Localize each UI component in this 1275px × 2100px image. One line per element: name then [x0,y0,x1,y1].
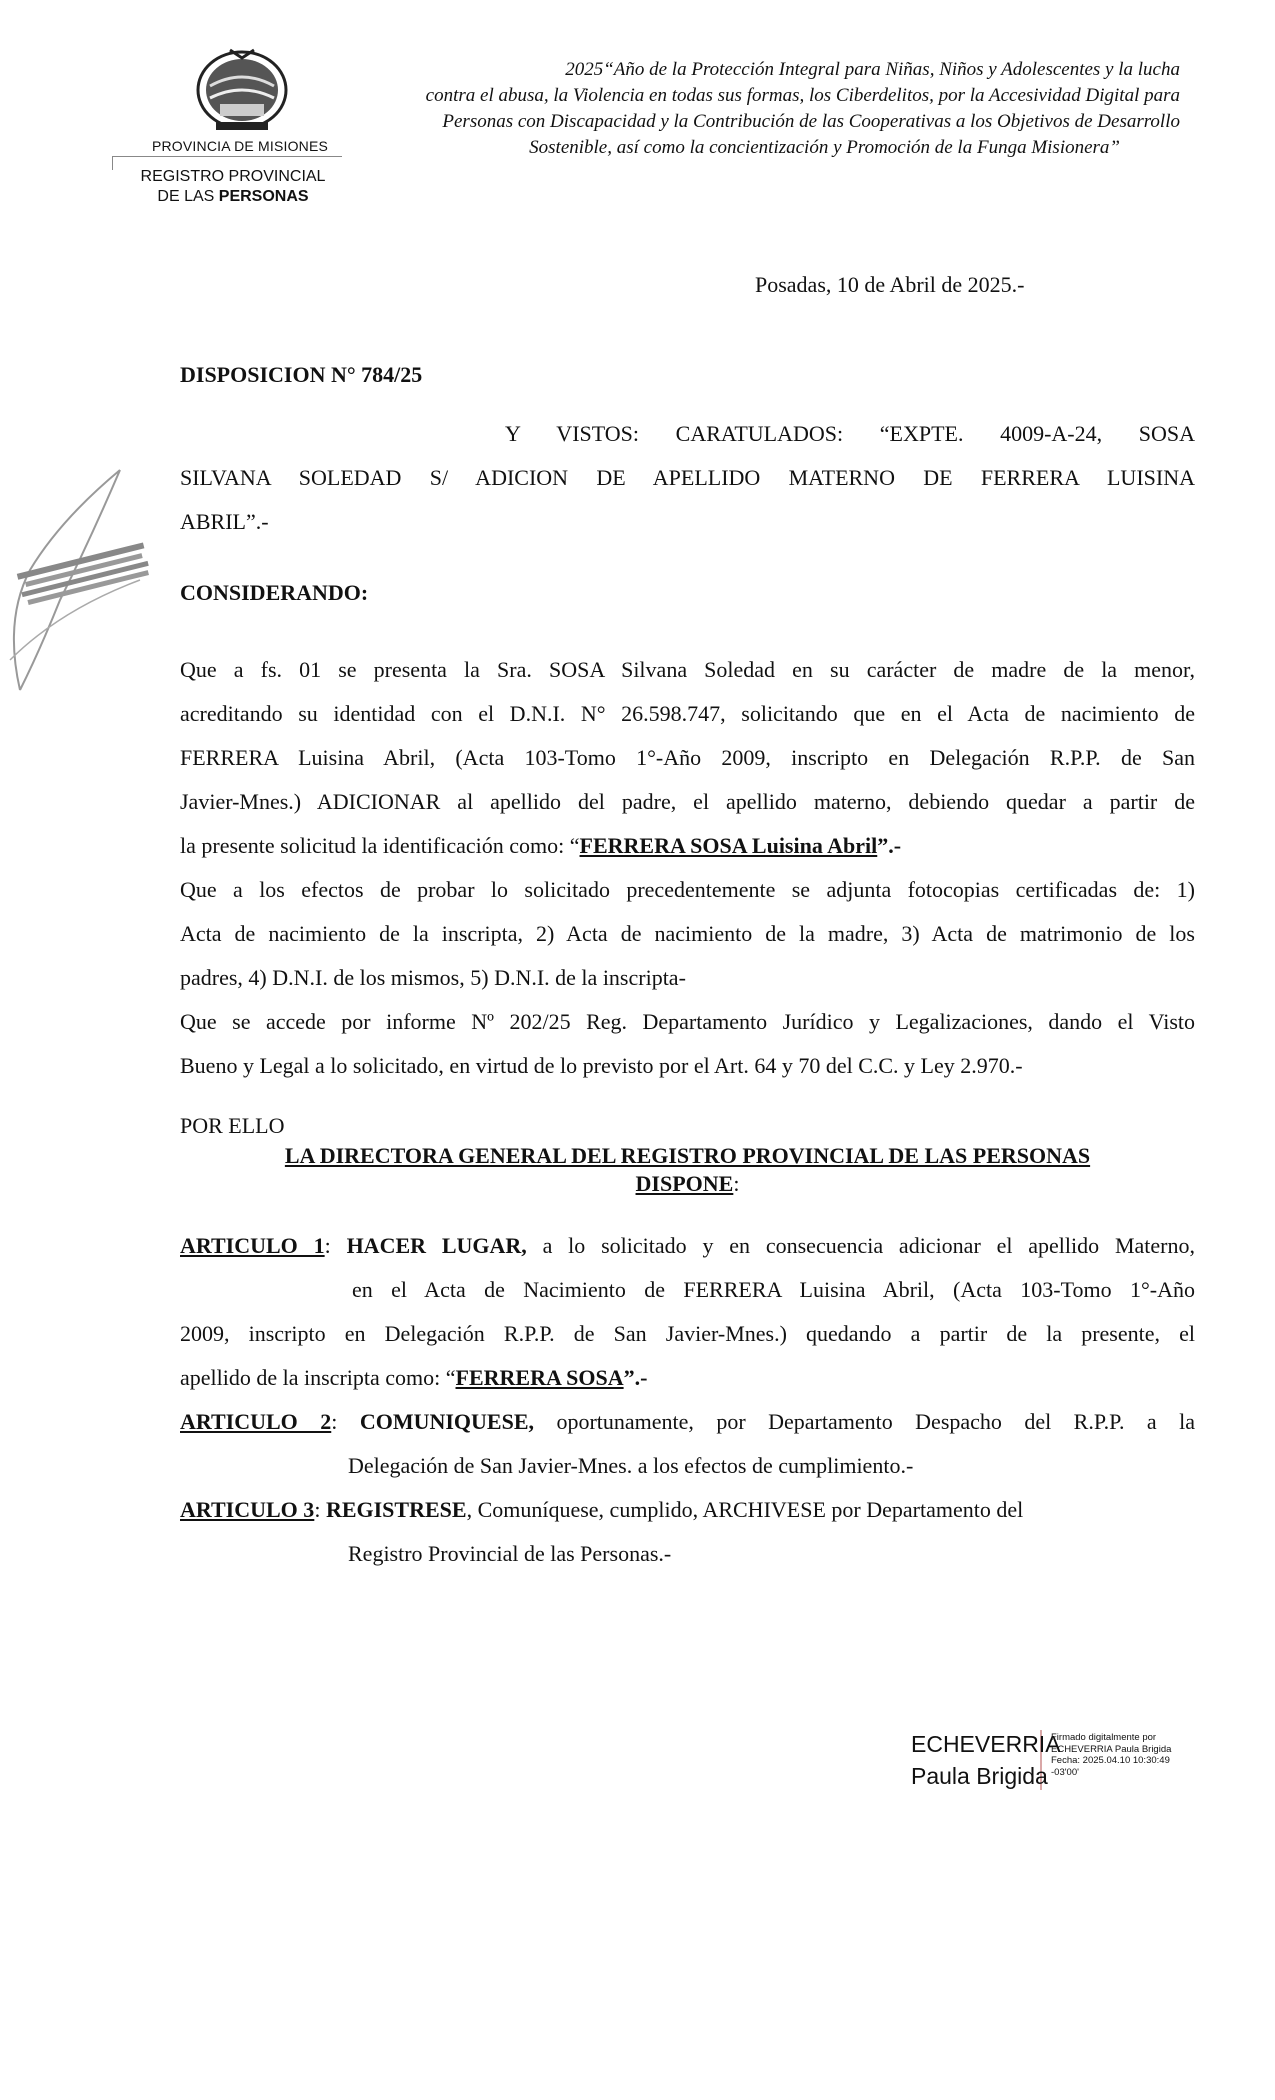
article-1-line: 2009, inscripto en Delegación R.P.P. de San Javier-Mnes.) quedando a partir de la presente, el [180,1321,1195,1346]
dispone-colon: : [733,1171,740,1196]
signature-detail-line: ECHEVERRIA Paula Brigida [1051,1743,1172,1755]
motto-line: Sostenible, así como la concientización y Promoción de la Funga Misionera” [529,137,1120,158]
text-segment: , Comuníquese, cumplido, ARCHIVESE por Departamento del [466,1497,1024,1522]
considerando-heading: CONSIDERANDO: [180,580,369,605]
province-coat-of-arms-logo [180,46,304,132]
new-surname: FERRERA SOSA [455,1365,624,1390]
article-2-label: ARTICULO 2 [180,1409,332,1434]
text-segment: ”.- [877,833,902,858]
registry-name-line2 [118,188,348,206]
article-2-line: Delegación de San Javier-Mnes. a los efectos de cumplimiento.- [348,1453,914,1478]
article-1-line [180,1356,1195,1400]
disposition-title: DISPOSICION N° 784/25 [180,362,423,387]
province-name: PROVINCIA DE MISIONES [151,138,329,154]
considerando-paragraph-1 [180,648,1195,1088]
motto-line: Personas con Discapacidad y la Contribución de las Cooperativas a los Objetivos de Desarrollo [442,111,1180,132]
text-line: Bueno y Legal a lo solicitado, en virtud de lo previsto por el Art. 64 y 70 del C.C. y Ley 2.970.- [180,1053,1023,1078]
article-3-line: ARTICULO 3: REGISTRESE, Comuníquese, cumplido, ARCHIVESE por Departamento del [180,1497,1024,1522]
por-ello: POR ELLO [180,1113,285,1138]
text-line: Que a los efectos de probar lo solicitado precedentemente se adjunta fotocopias certificadas de: 1) [180,877,1195,902]
text-segment: apellido de la inscripta como: “ [180,1365,456,1390]
article-3-line: Registro Provincial de las Personas.- [348,1541,672,1566]
article-2-line: ARTICULO 2: COMUNIQUESE, oportunamente, por Departamento Despacho del R.P.P. a la [180,1409,1195,1434]
text-segment: ”.- [623,1365,648,1390]
article-1-line: en el Acta de Nacimiento de FERRERA Luisina Abril, (Acta 103-Tomo 1°-Año [352,1277,1195,1302]
director-general-heading: LA DIRECTORA GENERAL DEL REGISTRO PROVINCIAL DE LAS PERSONAS [284,1143,1091,1168]
signature-detail-line: -03'00' [1051,1766,1079,1778]
signature-detail-line: Fecha: 2025.04.10 10:30:49 [1051,1755,1170,1766]
signature-detail-line: Firmado digitalmente por [1051,1732,1157,1743]
dispone-word: DISPONE [635,1171,734,1196]
digital-signature-details [1051,1732,1171,1778]
place-date: Posadas, 10 de Abril de 2025.- [755,272,1025,297]
article-1-label: ARTICULO 1 [180,1233,325,1258]
article-3-label: ARTICULO 3 [180,1497,315,1522]
text-segment: oportunamente, por Departamento Despacho del R.P.P. a la [534,1409,1195,1434]
vistos-line: Y VISTOS: CARATULADOS: “EXPTE. 4009-A-24, SOSA [505,421,1195,446]
text-line: acreditando su identidad con el D.N.I. N° 26.598.747, solicitando que en el Acta de nacimiento de [180,701,1195,726]
vistos-line: ABRIL”.- [180,509,269,534]
header-divider [112,156,342,157]
motto-line: contra el abusa, la Violencia en todas sus formas, los Ciberdelitos, por la Accesividad Digital para [425,85,1180,106]
dispone-heading [180,1171,1195,1197]
article-1-lead: HACER LUGAR, [346,1233,527,1258]
article-3-lead: REGISTRESE [325,1497,467,1522]
vistos-paragraph [180,412,1195,544]
vistos-line: SILVANA SOLEDAD S/ ADICION DE APELLIDO MATERNO DE FERRERA LUISINA [180,465,1195,490]
text-segment: a lo solicitado y en consecuencia adicionar el apellido Materno, [526,1233,1195,1258]
registry-personas: PERSONAS [218,188,309,205]
text-line: padres, 4) D.N.I. de los mismos, 5) D.N.I. de la inscripta- [180,965,686,990]
legal-advisor-stamp-signature [0,460,150,700]
article-2-lead: COMUNIQUESE, [359,1409,534,1434]
new-full-name: FERRERA SOSA Luisina Abril [579,833,878,858]
text-segment: la presente solicitud la identificación como: “ [180,833,580,858]
registry-de-las: DE LAS [157,188,219,205]
text-line [180,824,1195,868]
text-line: Que se accede por informe Nº 202/25 Reg. Departamento Jurídico y Legalizaciones, dando el Visto [180,1009,1195,1034]
text-line: FERRERA Luisina Abril, (Acta 103-Tomo 1°-Año 2009, inscripto en Delegación R.P.P. de San [180,745,1195,770]
header-divider-tick [112,156,113,170]
text-line: Que a fs. 01 se presenta la Sra. SOSA Silvana Soledad en su carácter de madre de la menor, [180,657,1195,682]
year-motto [340,57,1180,161]
motto-line: 2025“Año de la Protección Integral para Niñas, Niños y Adolescentes y la lucha [565,59,1180,80]
articles-section [180,1224,1195,1576]
text-line: Acta de nacimiento de la inscripta, 2) Acta de nacimiento de la madre, 3) Acta de matrimonio de los [180,921,1195,946]
text-line: Javier-Mnes.) ADICIONAR al apellido del padre, el apellido materno, debiendo quedar a partir de [180,789,1195,814]
signer-given-names: Paula Brigida [911,1763,1048,1789]
article-1-line: ARTICULO 1: HACER LUGAR, a lo solicitado y en consecuencia adicionar el apellido Materno, [180,1233,1195,1258]
signer-surname: ECHEVERRIA [911,1731,1061,1757]
signer-name [911,1728,1061,1792]
registry-name-line1: REGISTRO PROVINCIAL [140,168,326,185]
